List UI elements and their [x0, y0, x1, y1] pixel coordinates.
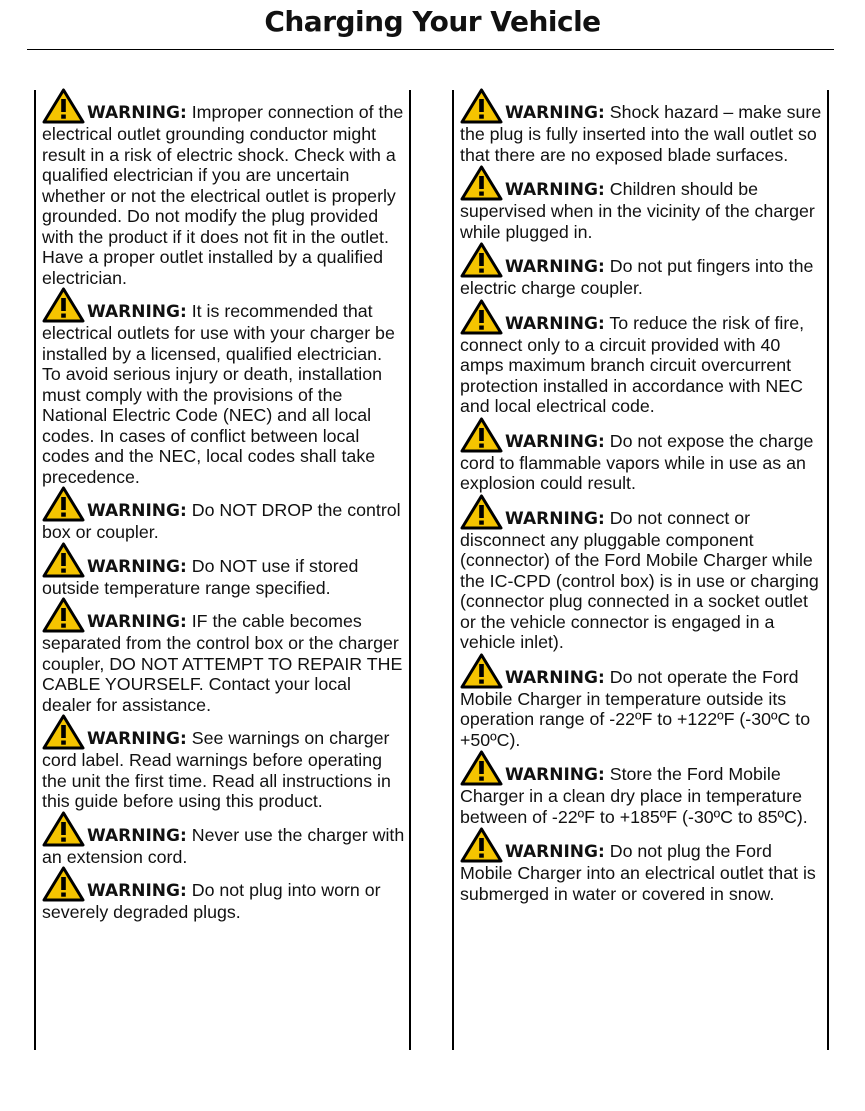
warning-triangle-icon [460, 165, 503, 201]
warning-triangle-icon [42, 287, 85, 323]
warning-label: WARNING: [505, 180, 605, 200]
warning-item [460, 431, 823, 494]
warning-label: WARNING: [87, 612, 187, 632]
warning-triangle-icon [460, 88, 503, 124]
warning-text: Do not connect or disconnect any pluggable component (connector) of the Ford Mobile Charger while the IC-CPD (control box) is in use or charging (connector plug connected in a socket outlet or the vehicle connector is engaged in a vehicle inlet). [460, 507, 819, 652]
warning-label: WARNING: [87, 501, 187, 521]
warning-triangle-icon [42, 542, 85, 578]
warning-text: Store the Ford Mobile Charger in a clean dry place in temperature between of -22ºF to +185ºF (-30ºC to 85ºC). [460, 764, 808, 827]
warning-label: WARNING: [505, 508, 605, 529]
warning-triangle-icon [42, 866, 85, 902]
warning-label: WARNING: [505, 257, 605, 277]
warning-label: WARNING: [87, 302, 187, 322]
warning-label: WARNING: [505, 313, 605, 334]
warning-text: IF the cable becomes separated from the control box or the charger coupler, DO NOT ATTEMPT TO REPAIR THE CABLE YOURSELF. Contact your local dealer for assistance. [42, 611, 403, 715]
warning-item [460, 102, 823, 165]
warning-label: WARNING: [505, 103, 605, 123]
warning-triangle-icon [460, 299, 503, 335]
warning-label: WARNING: [87, 825, 187, 846]
warning-text: See warnings on charger cord label. Read warnings before operating the unit the first time. Read all instructions in this guide before using this product. [42, 728, 391, 811]
warning-triangle-icon [42, 811, 85, 847]
warning-text: Never use the charger with an extension cord. [42, 824, 405, 867]
warning-item [460, 256, 823, 299]
warning-label: WARNING: [505, 667, 605, 688]
warning-triangle-icon [460, 417, 503, 453]
warning-item [460, 764, 823, 827]
warning-triangle-icon [460, 827, 503, 863]
warning-item [460, 179, 823, 242]
warning-triangle-icon [42, 597, 85, 633]
warning-text: It is recommended that electrical outlets for use with your charger be installed by a licensed, qualified electrician. To avoid serious injury or death, installation must comply with the provisions of the National Electric Code (NEC) and all local codes. In cases of conflict between local codes and the NEC, local codes shall take precedence. [42, 301, 395, 487]
warning-triangle-icon [42, 486, 85, 522]
warning-item [42, 500, 405, 543]
warning-text: Do not expose the charge cord to flammable vapors while in use as an explosion could result. [460, 430, 814, 493]
warning-label: WARNING: [505, 431, 605, 452]
warning-text: Shock hazard – make sure the plug is fully inserted into the wall outlet so that there are no exposed blade surfaces. [460, 102, 822, 165]
warning-item [460, 313, 823, 417]
warning-label: WARNING: [505, 842, 605, 862]
warning-label: WARNING: [505, 765, 605, 785]
warning-item [42, 556, 405, 599]
warning-item [460, 667, 823, 751]
warning-item [42, 728, 405, 812]
warning-label: WARNING: [87, 881, 187, 901]
warning-item [42, 102, 405, 288]
warning-triangle-icon [460, 242, 503, 278]
warning-triangle-icon [42, 714, 85, 750]
warning-text: To reduce the risk of fire, connect only to a circuit provided with 40 amps maximum branch circuit overcurrent protection installed in accordance with NEC and local electrical code. [460, 312, 805, 416]
warning-item [42, 611, 405, 715]
warning-label: WARNING: [87, 729, 187, 749]
warning-text: Do not plug the Ford Mobile Charger into an electrical outlet that is submerged in water or covered in snow. [460, 841, 816, 904]
warning-item [42, 825, 405, 868]
warning-text: Do not plug into worn or severely degraded plugs. [42, 880, 381, 922]
warning-label: WARNING: [87, 103, 187, 123]
warning-triangle-icon [42, 88, 85, 124]
warning-triangle-icon [460, 653, 503, 689]
warnings-column-right [452, 90, 829, 1050]
warning-text: Improper connection of the electrical outlet grounding conductor might result in a risk of electric shock. Check with a qualified electrician if you are uncertain whether or not the electrical outlet is properly grounded. Do not modify the plug provided with the product if it does not fit in the outlet. Have a proper outlet installed by a qualified electrician. [42, 102, 404, 288]
warning-text: Do not put fingers into the electric charge coupler. [460, 256, 814, 298]
warning-item [460, 508, 823, 653]
warning-triangle-icon [460, 750, 503, 786]
warning-text: Children should be supervised when in the vicinity of the charger while plugged in. [460, 179, 815, 242]
warning-item [460, 841, 823, 904]
page-title: Charging Your Vehicle [264, 5, 601, 38]
warning-label: WARNING: [87, 556, 187, 577]
warning-item [42, 880, 405, 923]
warning-item [42, 301, 405, 487]
warning-text: Do NOT DROP the control box or coupler. [42, 500, 401, 542]
warning-triangle-icon [460, 494, 503, 530]
warning-text: Do NOT use if stored outside temperature range specified. [42, 555, 359, 598]
warning-text: Do not operate the Ford Mobile Charger in temperature outside its operation range of -22ºF to +122ºF (-30ºC to +50ºC). [460, 666, 811, 750]
title-divider [27, 49, 834, 50]
warnings-column-left [34, 90, 411, 1050]
